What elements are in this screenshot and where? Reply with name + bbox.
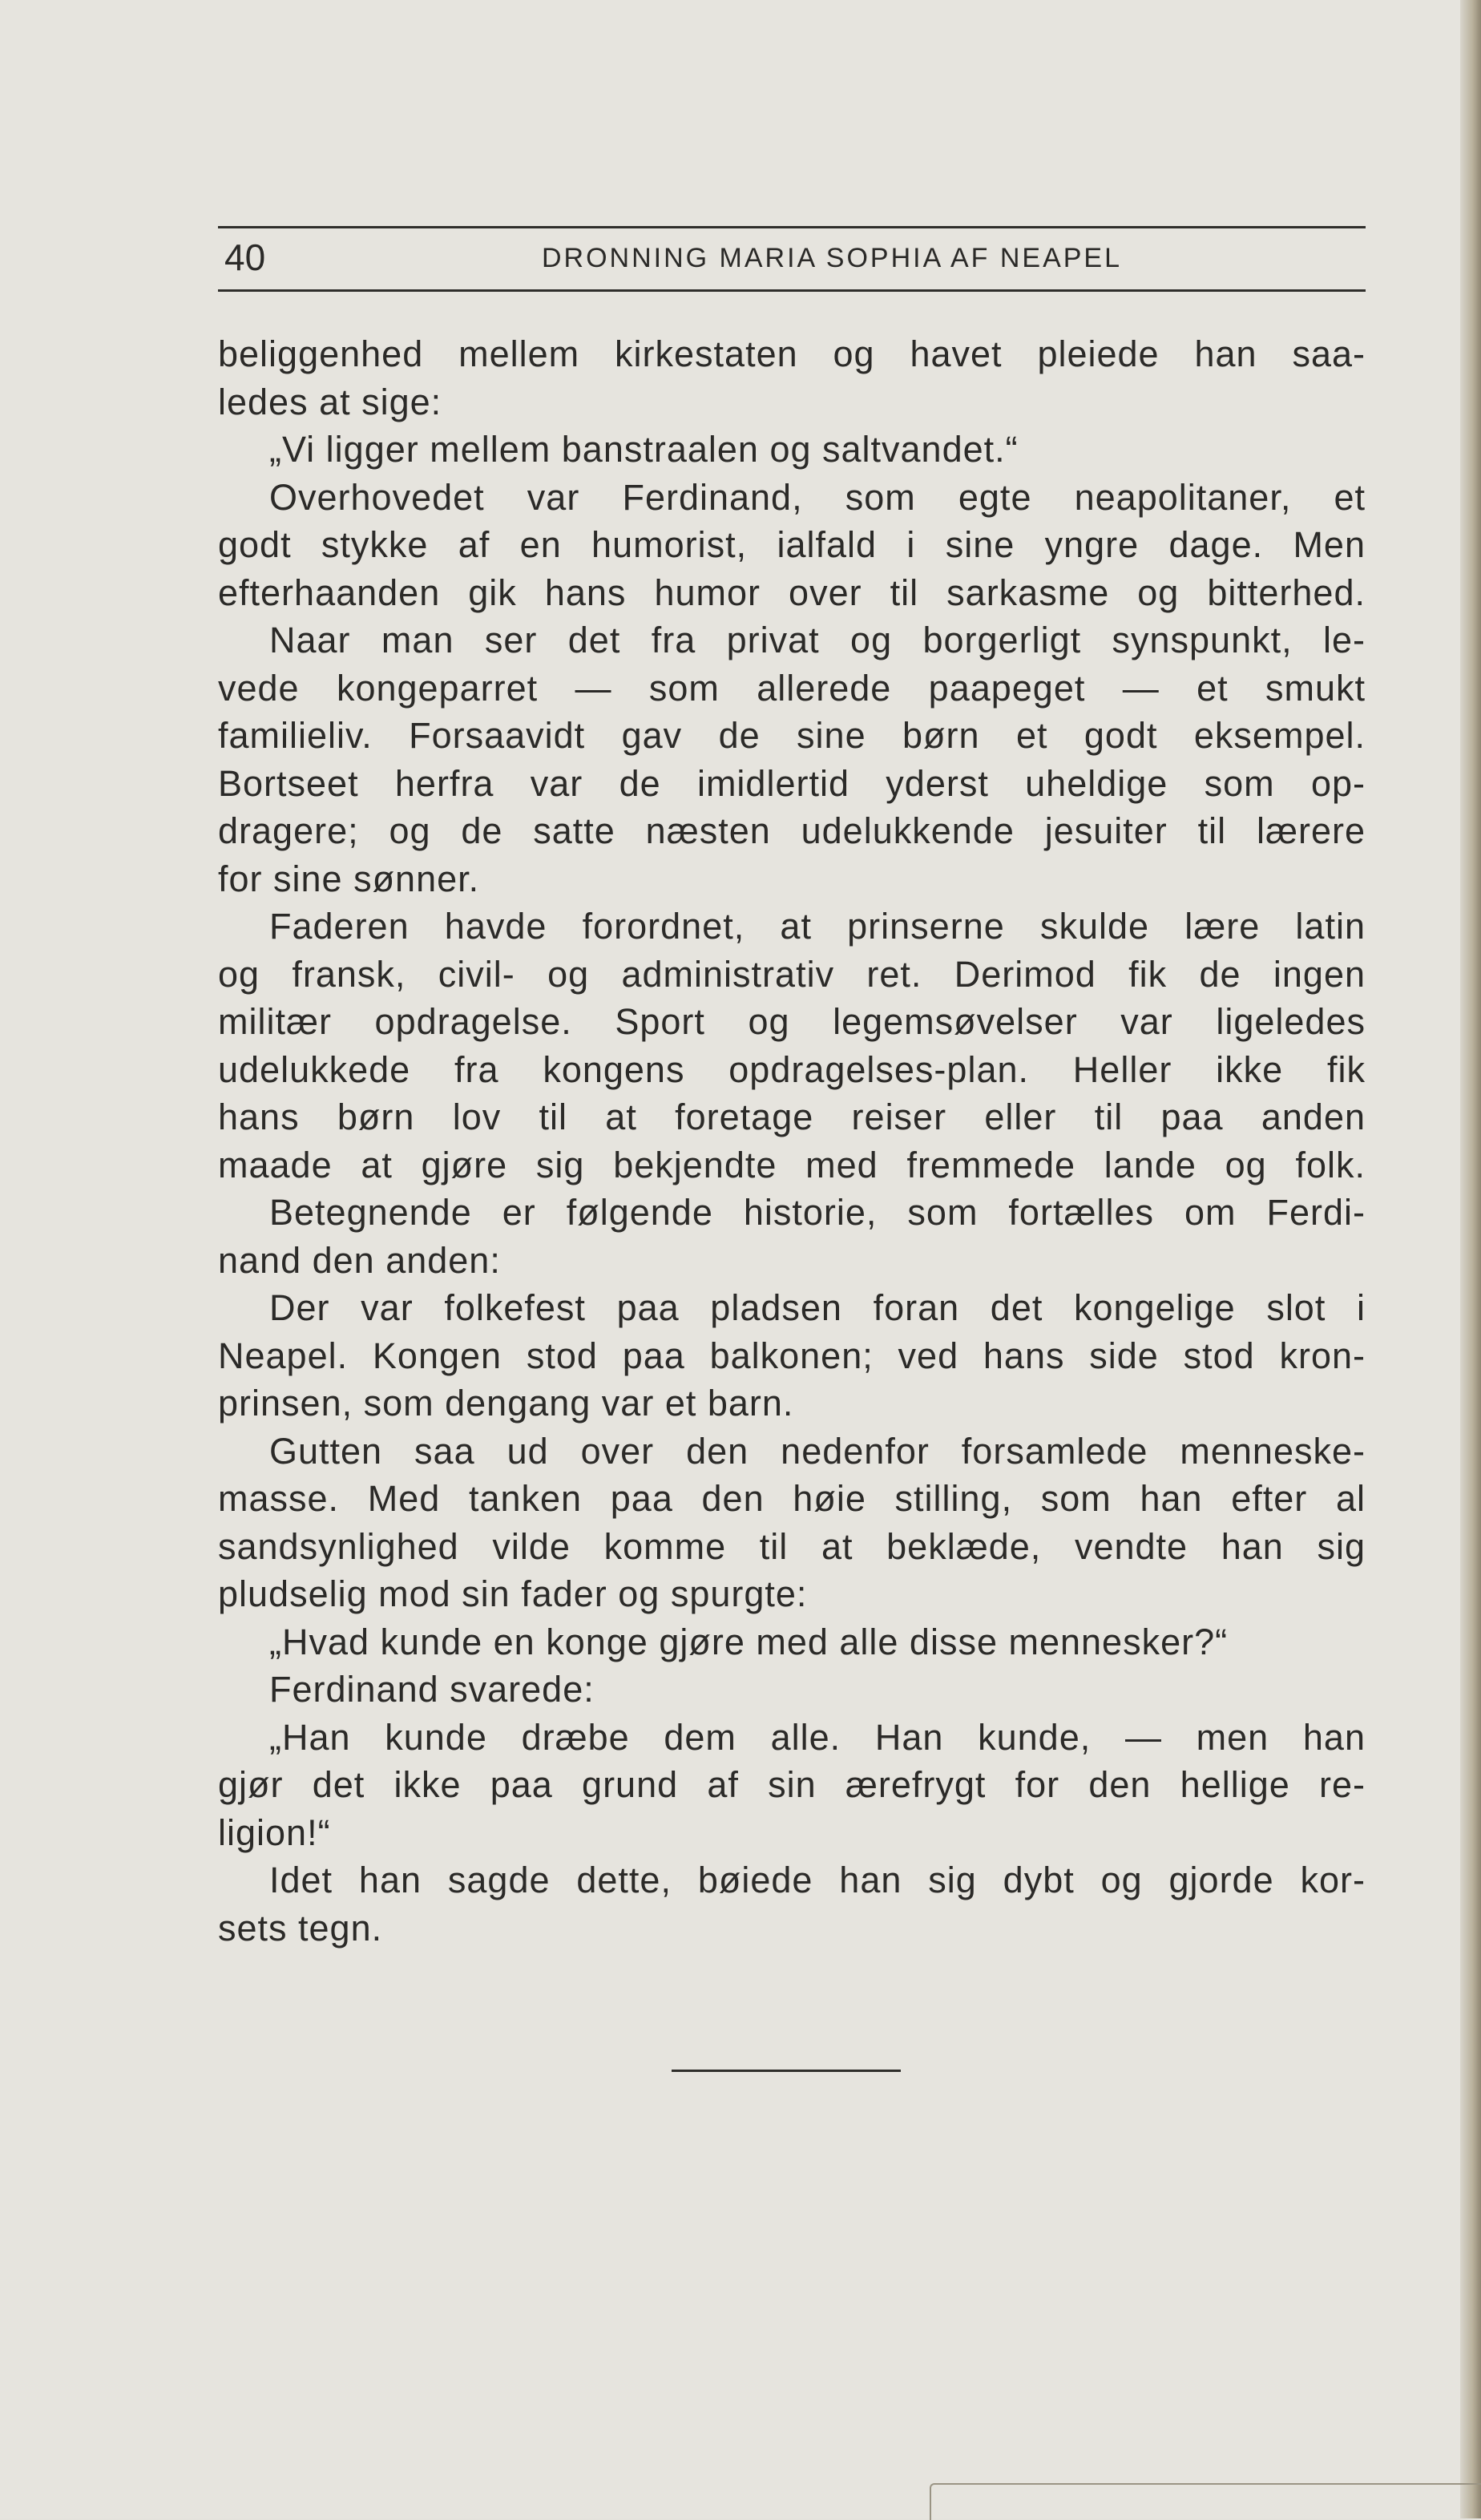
text-line: Neapel. Kongen stod paa balkonen; ved hans side stod kron-: [218, 1335, 1366, 1376]
text-line: for sine sønner.: [218, 858, 480, 899]
text-line: Gutten saa ud over den nedenfor forsamlede menneske-: [269, 1430, 1366, 1472]
text-line: Bortseet herfra var de imidlertid yderst uheldige som op-: [218, 762, 1366, 804]
running-head: DRONNING MARIA SOPHIA AF NEAPEL: [541, 243, 1123, 273]
end-rule: [672, 2070, 901, 2072]
text-line: og fransk, civil- og administrativ ret. Derimod fik de ingen: [218, 953, 1366, 995]
text-line: vede kongeparret — som allerede paapeget — et smukt: [218, 667, 1366, 709]
text-line: „Han kunde dræbe dem alle. Han kunde, — men han: [269, 1716, 1366, 1758]
text-line: Overhovedet var Ferdinand, som egte neapolitaner, et: [269, 476, 1366, 518]
text-line: sets tegn.: [218, 1907, 383, 1949]
text-line: „Vi ligger mellem banstraalen og saltvandet.“: [269, 429, 1019, 470]
text-line: efterhaanden gik hans humor over til sarkasme og bitterhed.: [218, 571, 1366, 613]
body-text: [218, 330, 1366, 1952]
text-line: Ferdinand svarede:: [269, 1669, 595, 1710]
page-header: [218, 226, 1366, 292]
text-line: masse. Med tanken paa den høie stilling, som han efter al: [218, 1478, 1366, 1519]
text-line: Betegnende er følgende historie, som fortælles om Ferdi-: [269, 1192, 1366, 1233]
text-line: sandsynlighed vilde komme til at beklæde, vendte han sig: [218, 1525, 1366, 1567]
text-line: familieliv. Forsaavidt gav de sine børn et godt eksempel.: [218, 715, 1366, 756]
page-edge-shadow: [1460, 0, 1481, 2518]
text-line: nand den anden:: [218, 1239, 501, 1281]
text-line: Der var folkefest paa pladsen foran det kongelige slot i: [269, 1287, 1366, 1328]
text-line: Naar man ser det fra privat og borgerligt synspunkt, le-: [269, 620, 1366, 660]
page-number: 40: [224, 236, 266, 278]
text-line: militær opdragelse. Sport og legemsøvelser var ligeledes: [218, 1001, 1366, 1042]
text-line: ledes at sige:: [218, 381, 442, 422]
text-line: Faderen havde forordnet, at prinserne skulde lære latin: [269, 906, 1366, 947]
text-line: „Hvad kunde en konge gjøre med alle disse mennesker?“: [269, 1621, 1229, 1662]
text-line: prinsen, som dengang var et barn.: [218, 1383, 794, 1424]
text-line: dragere; og de satte næsten udelukkende jesuiter til lærere: [218, 810, 1366, 851]
text-line: pludselig mod sin fader og spurgte:: [218, 1573, 808, 1614]
text-line: maade at gjøre sig bekjendte med fremmede lande og folk.: [218, 1144, 1366, 1185]
text-line: hans børn lov til at foretage reiser eller til paa anden: [218, 1096, 1366, 1137]
text-line: ligion!“: [218, 1811, 331, 1853]
text-line: udelukkede fra kongens opdragelses-plan. Heller ikke fik: [218, 1048, 1366, 1090]
corner-mark: [930, 2483, 1481, 2520]
text-line: gjør det ikke paa grund af sin ærefrygt for den hellige re-: [218, 1764, 1366, 1805]
text-line: Idet han sagde dette, bøiede han sig dybt og gjorde kor-: [269, 1860, 1366, 1900]
text-line: beliggenhed mellem kirkestaten og havet pleiede han saa-: [218, 333, 1366, 374]
text-line: godt stykke af en humorist, ialfald i sine yngre dage. Men: [218, 524, 1366, 565]
